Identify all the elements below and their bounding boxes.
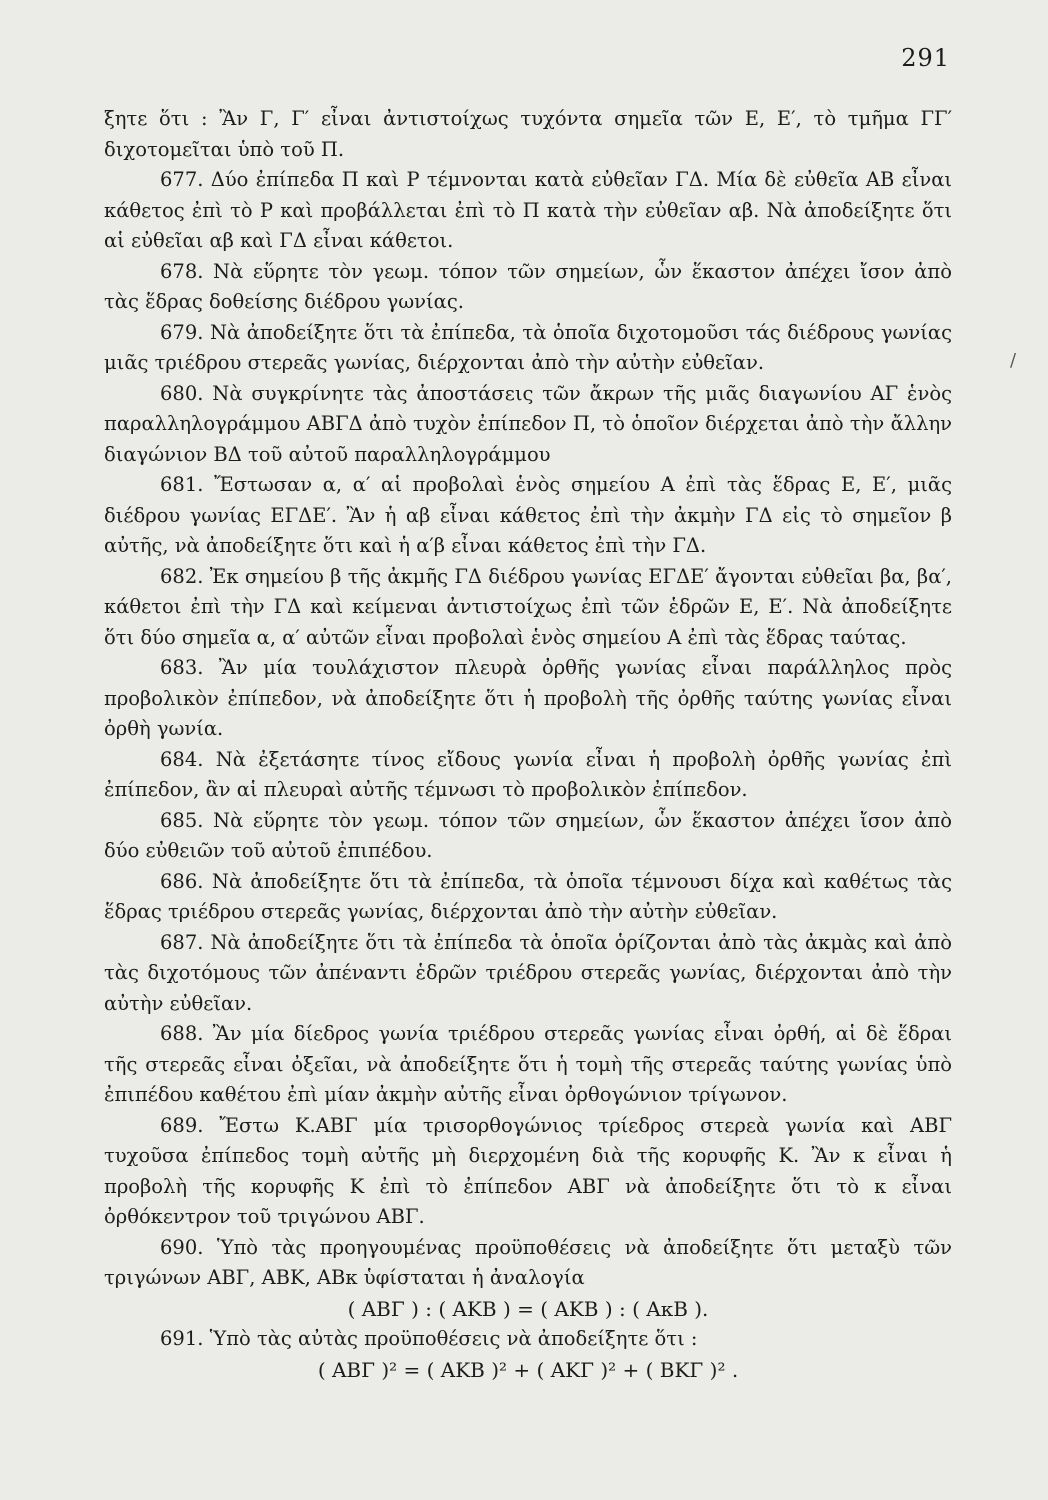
exercise-686: 686. Νὰ ἀποδείξητε ὅτι τὰ ἐπίπεδα, τὰ ὁποῖα τέμνουσι δίχα καὶ καθέτως τὰς ἕδρας τριέδρου στερεᾶς γωνίας, διέρχονται ἀπὸ τὴν αὐτὴν εὐθεῖαν.: [104, 869, 952, 923]
exercise-687: 687. Νὰ ἀποδείξητε ὅτι τὰ ἐπίπεδα τὰ ὁποῖα ὁρίζονται ἀπὸ τὰς ἀκμὰς καὶ ἀπὸ τὰς διχοτόμους τῶν ἀπέναντι ἑδρῶν τριέδρου στερεᾶς γωνίας, διέρχονται ἀπὸ τὴν αὐτὴν εὐθεῖαν.: [104, 930, 952, 1015]
exercise-691: 691. Ὑπὸ τὰς αὐτὰς προϋποθέσεις νὰ ἀποδείξητε ὅτι :: [160, 1327, 698, 1350]
page-body: [104, 104, 952, 1385]
exercise-683: 683. Ἂν μία τουλάχιστον πλευρὰ ὀρθῆς γωνίας εἶναι παράλληλος πρὸς προβολικὸν ἐπίπεδον, νὰ ἀποδείξητε ὅτι ἡ προβολὴ τῆς ὀρθῆς ταύτης γωνίας εἶναι ὀρθὴ γωνία.: [104, 656, 952, 740]
paragraph-continued: ξητε ὅτι : Ἂν Γ, Γ′ εἶναι ἀντιστοίχως τυχόντα σημεῖα τῶν Ε, Ε′, τὸ τμῆμα ΓΓ′ διχοτομεῖται ὑπὸ τοῦ Π.: [104, 107, 952, 161]
exercise-680: 680. Νὰ συγκρίνητε τὰς ἀποστάσεις τῶν ἄκρων τῆς μιᾶς διαγωνίου ΑΓ ἑνὸς παραλληλογράμμου ΑΒΓΔ ἀπὸ τυχὸν ἐπίπεδον Π, τὸ ὁποῖον διέρχεται ἀπὸ τὴν ἄλλην διαγώνιον ΒΔ τοῦ αὐτοῦ παραλληλογράμμου: [104, 381, 952, 466]
margin-mark: /: [1010, 350, 1017, 371]
formula-691: ( ΑΒΓ )² = ( ΑΚΒ )² + ( ΑΚΓ )² + ( ΒΚΓ )² .: [317, 1357, 739, 1382]
formula-690: ( ΑΒΓ ) : ( ΑΚΒ ) = ( ΑΚΒ ) : ( ΑκΒ ).: [347, 1296, 709, 1321]
exercise-690: 690. Ὑπὸ τὰς προηγουμένας προϋποθέσεις νὰ ἀποδείξητε ὅτι μεταξὺ τῶν τριγώνων ΑΒΓ, ΑΒΚ, ΑΒκ ὑφίσταται ἡ ἀναλογία: [104, 1235, 952, 1289]
exercise-688: 688. Ἂν μία δίεδρος γωνία τριέδρου στερεᾶς γωνίας εἶναι ὀρθή, αἱ δὲ ἕδραι τῆς στερεᾶς εἶναι ὀξεῖαι, νὰ ἀποδείξητε ὅτι ἡ τομὴ τῆς στερεᾶς ταύτης γωνίας ὑπὸ ἐπιπέδου καθέτου ἐπὶ μίαν ἀκμὴν αὐτῆς εἶναι ὀρθογώνιον τρίγωνον.: [104, 1022, 952, 1106]
exercise-678: 678. Νὰ εὕρητε τὸν γεωμ. τόπον τῶν σημείων, ὧν ἕκαστον ἀπέχει ἴσον ἀπὸ τὰς ἕδρας δοθείσης διέδρου γωνίας.: [104, 259, 952, 313]
exercise-681: 681. Ἔστωσαν α, α′ αἱ προβολαὶ ἑνὸς σημείου Α ἐπὶ τὰς ἕδρας Ε, Ε′, μιᾶς διέδρου γωνίας ΕΓΔΕ′. Ἂν ἡ αβ εἶναι κάθετος ἐπὶ τὴν ἀκμὴν ΓΔ εἰς τὸ σημεῖον β αὐτῆς, νὰ ἀποδείξητε ὅτι καὶ ἡ α′β εἶναι κάθετος ἐπὶ τὴν ΓΔ.: [104, 473, 952, 557]
exercise-685: 685. Νὰ εὕρητε τὸν γεωμ. τόπον τῶν σημείων, ὧν ἕκαστον ἀπέχει ἴσον ἀπὸ δύο εὐθειῶν τοῦ αὐτοῦ ἐπιπέδου.: [104, 808, 952, 862]
exercise-679: 679. Νὰ ἀποδείξητε ὅτι τὰ ἐπίπεδα, τὰ ὁποῖα διχοτομοῦσι τάς διέδρους γωνίας μιᾶς τριέδρου στερεᾶς γωνίας, διέρχονται ἀπὸ τὴν αὐτὴν εὐθεῖαν.: [104, 320, 953, 374]
page-number: 291: [901, 44, 950, 72]
exercise-684: 684. Νὰ ἐξετάσητε τίνος εἴδους γωνία εἶναι ἡ προβολὴ ὀρθῆς γωνίας ἐπὶ ἐπίπεδον, ἂν αἱ πλευραὶ αὐτῆς τέμνωσι τὸ προβολικὸν ἐπίπεδον.: [104, 747, 952, 801]
exercise-689: 689. Ἔστω Κ.ΑΒΓ μία τρισορθογώνιος τρίεδρος στερεὰ γωνία καὶ ΑΒΓ τυχοῦσα ἐπίπεδος τομὴ αὐτῆς μὴ διερχομένη διὰ τῆς κορυφῆς Κ. Ἂν κ εἶναι ἡ προβολὴ τῆς κορυφῆς Κ ἐπὶ τὸ ἐπίπεδον ΑΒΓ νὰ ἀποδείξητε ὅτι τὸ κ εἶναι ὀρθόκεντρον τοῦ τριγώνου ΑΒΓ.: [104, 1113, 952, 1228]
exercise-677: 677. Δύο ἐπίπεδα Π καὶ Ρ τέμνονται κατὰ εὐθεῖαν ΓΔ. Μία δὲ εὐθεῖα ΑΒ εἶναι κάθετος ἐπὶ τὸ Ρ καὶ προβάλλεται ἐπὶ τὸ Π κατὰ τὴν εὐθεῖαν αβ. Νὰ ἀποδείξητε ὅτι αἱ εὐθεῖαι αβ καὶ ΓΔ εἶναι κάθετοι.: [104, 168, 953, 252]
exercise-682: 682. Ἐκ σημείου β τῆς ἀκμῆς ΓΔ διέδρου γωνίας ΕΓΔΕ′ ἄγονται εὐθεῖαι βα, βα′, κάθετοι ἐπὶ τὴν ΓΔ καὶ κείμεναι ἀντιστοίχως ἐπὶ τῶν ἑδρῶν Ε, Ε′. Νὰ ἀποδείξητε ὅτι δύο σημεῖα α, α′ αὐτῶν εἶναι προβολαὶ ἑνὸς σημείου Α ἐπὶ τὰς ἕδρας ταύτας.: [104, 564, 952, 649]
